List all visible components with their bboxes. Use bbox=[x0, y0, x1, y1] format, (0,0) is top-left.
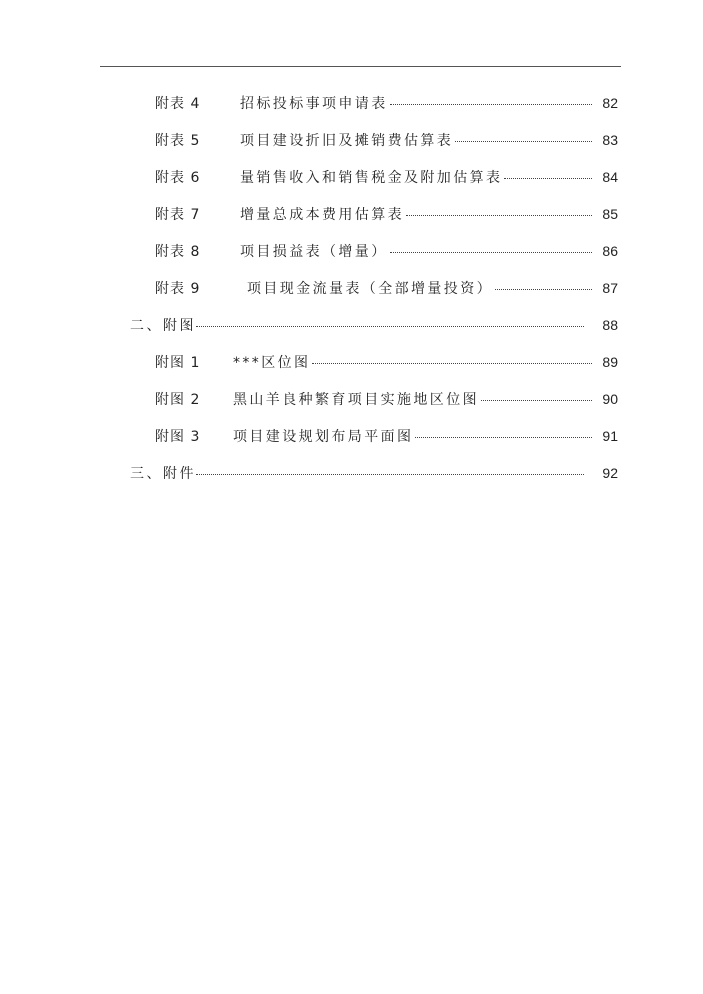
toc-entry-label: 附图 1 bbox=[155, 354, 201, 371]
toc-entry-label: 附表 7 bbox=[155, 206, 201, 223]
toc-entry-page: 84 bbox=[602, 168, 618, 185]
toc-entry-title: ***区位图 bbox=[233, 354, 311, 371]
toc-entry-label: 附表 6 bbox=[155, 169, 201, 186]
toc-entry-title: 黑山羊良种繁育项目实施地区位图 bbox=[233, 391, 479, 408]
toc-entry-title: 项目损益表（增量） bbox=[240, 243, 388, 260]
toc-entry-label: 附表 5 bbox=[155, 132, 201, 149]
toc-entry-page: 88 bbox=[602, 316, 618, 333]
toc-entry-page: 89 bbox=[602, 353, 618, 370]
toc-entry-title: 量销售收入和销售税金及附加估算表 bbox=[240, 169, 503, 186]
toc-entry-appendix-table-8 bbox=[100, 232, 620, 269]
toc-entry-page: 86 bbox=[602, 242, 618, 259]
toc-entry-page: 92 bbox=[602, 464, 618, 481]
toc-entry-title: 招标投标事项申请表 bbox=[240, 95, 388, 112]
toc-section-label: 二、附图 bbox=[130, 317, 196, 334]
toc-entry-appendix-figure-2 bbox=[100, 380, 620, 417]
toc-entry-appendix-table-7 bbox=[100, 195, 620, 232]
toc-entry-title: 增量总成本费用估算表 bbox=[240, 206, 404, 223]
dot-leader bbox=[481, 394, 592, 401]
toc-entry-page: 90 bbox=[602, 390, 618, 407]
dot-leader bbox=[196, 468, 584, 475]
toc-entry-label: 附表 4 bbox=[155, 95, 201, 112]
dot-leader bbox=[455, 135, 592, 142]
toc-entry-label: 附图 2 bbox=[155, 391, 201, 408]
dot-leader bbox=[312, 357, 592, 364]
toc-entry-page: 82 bbox=[602, 94, 618, 111]
toc-entry-page: 87 bbox=[602, 279, 618, 296]
toc-entry-label: 附表 8 bbox=[155, 243, 201, 260]
dot-leader bbox=[390, 246, 592, 253]
toc-entry-appendix-figure-3 bbox=[100, 417, 620, 454]
toc-entry-page: 85 bbox=[602, 205, 618, 222]
toc-section-figures bbox=[100, 306, 620, 343]
toc-entry-title: 项目现金流量表（全部增量投资） bbox=[247, 280, 493, 297]
toc-entry-appendix-table-5 bbox=[100, 121, 620, 158]
dot-leader bbox=[406, 209, 592, 216]
table-of-contents bbox=[100, 84, 620, 491]
toc-entry-page: 83 bbox=[602, 131, 618, 148]
header-rule bbox=[100, 66, 621, 67]
toc-entry-appendix-table-6 bbox=[100, 158, 620, 195]
dot-leader bbox=[504, 172, 592, 179]
toc-entry-appendix-table-4 bbox=[100, 84, 620, 121]
toc-entry-appendix-figure-1 bbox=[100, 343, 620, 380]
dot-leader bbox=[415, 431, 592, 438]
dot-leader bbox=[196, 320, 584, 327]
toc-entry-title: 项目建设折旧及摊销费估算表 bbox=[240, 132, 454, 149]
dot-leader bbox=[390, 98, 592, 105]
toc-entry-label: 附图 3 bbox=[155, 428, 201, 445]
toc-entry-label: 附表 9 bbox=[155, 280, 201, 297]
toc-section-label: 三、附件 bbox=[130, 465, 196, 482]
dot-leader bbox=[495, 283, 592, 290]
toc-section-attachments bbox=[100, 454, 620, 491]
toc-entry-page: 91 bbox=[602, 427, 618, 444]
toc-entry-title: 项目建设规划布局平面图 bbox=[233, 428, 414, 445]
toc-entry-appendix-table-9 bbox=[100, 269, 620, 306]
